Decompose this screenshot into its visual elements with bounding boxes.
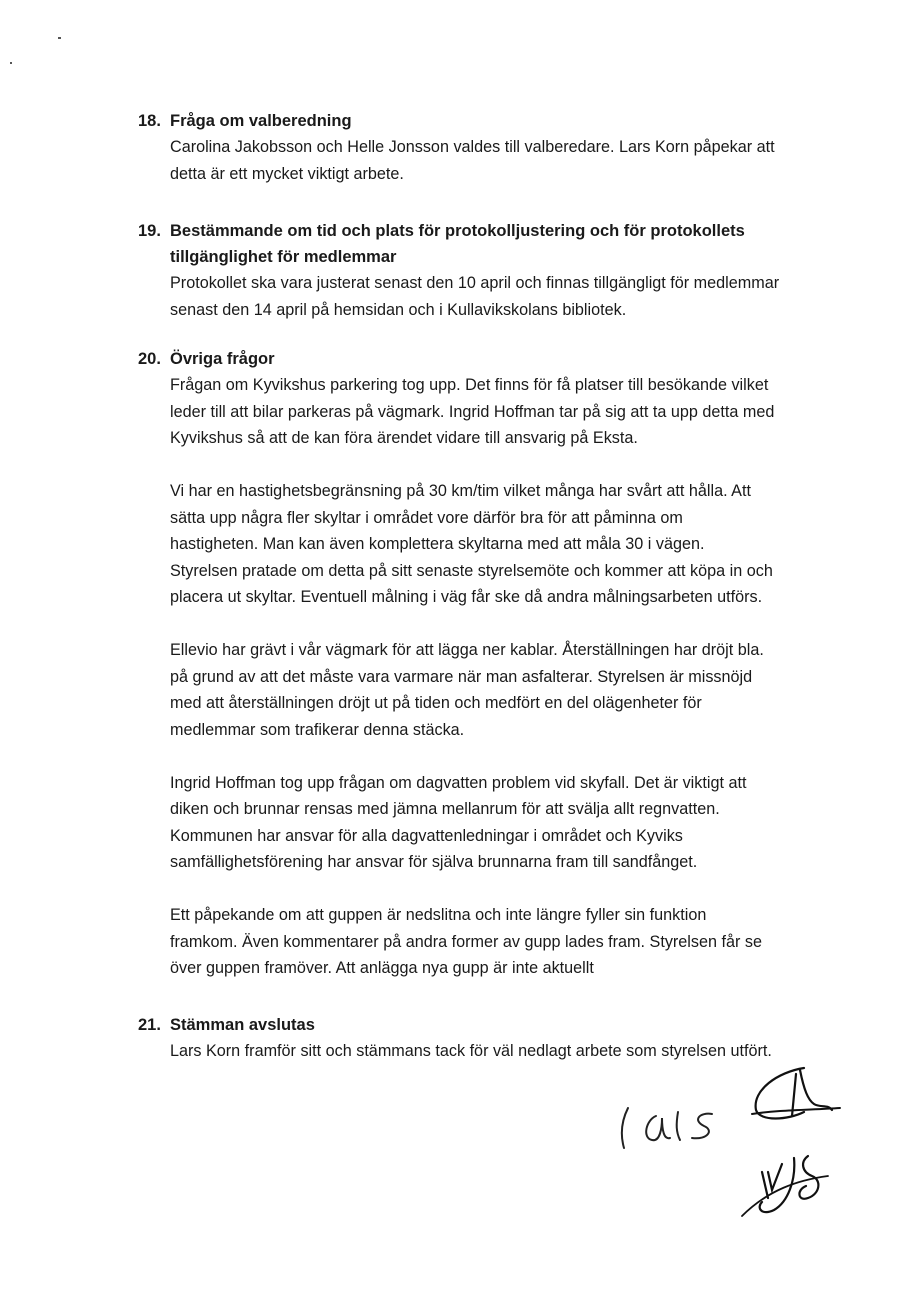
section-title-line: tillgänglighet för medlemmar	[170, 248, 397, 266]
section-title: Övriga frågor	[170, 350, 275, 368]
text-line: Ett påpekande om att guppen är nedslitna och inte längre fyller sin funktion	[170, 906, 707, 924]
section-title: Stämman avslutas	[170, 1016, 315, 1034]
text-line: framkom. Även kommentarer på andra former av gupp lades fram. Styrelsen får se	[170, 932, 762, 951]
section-number: 19.	[138, 222, 161, 240]
section-heading	[138, 1012, 838, 1038]
text-line: hastigheten. Man kan även komplettera skyltarna med att måla 30 i vägen.	[170, 535, 705, 553]
paragraph	[170, 902, 838, 982]
scan-speck	[10, 62, 12, 64]
signature-initials-2	[738, 1150, 834, 1226]
text-line: sätta upp några fler skyltar i området vore därför bra för att påminna om	[170, 508, 683, 527]
paragraph	[170, 134, 838, 187]
text-line: Frågan om Kyvikshus parkering tog upp. Det finns för få platser till besökande vilket	[170, 376, 769, 394]
section-title: Fråga om valberedning	[170, 112, 352, 130]
paragraph	[170, 270, 838, 323]
section-heading	[138, 218, 838, 270]
text-line: senast den 14 april på hemsidan och i Kullavikskolans bibliotek.	[170, 300, 627, 319]
signature-lars	[612, 1098, 722, 1158]
text-line: Kommunen har ansvar för alla dagvattenledningar i området och Kyviks	[170, 826, 683, 845]
section-heading	[138, 108, 838, 134]
signature-initials-1	[748, 1060, 844, 1130]
section-number: 21.	[138, 1016, 161, 1034]
text-line: medlemmar som trafikerar denna stäcka.	[170, 720, 465, 739]
paragraph	[170, 770, 838, 876]
text-line: placera ut skyltar. Eventuell målning i väg får ske då andra målningsarbeten utförs.	[170, 588, 763, 606]
section-18	[138, 108, 838, 187]
section-title	[170, 218, 838, 270]
paragraph	[170, 372, 838, 452]
section-number: 20.	[138, 350, 161, 368]
paragraph	[170, 478, 838, 611]
text-line: Carolina Jakobsson och Helle Jonsson valdes till valberedare. Lars Korn påpekar att	[170, 138, 775, 156]
text-line: samfällighetsförening har ansvar för själva brunnarna fram till sandfånget.	[170, 853, 698, 871]
section-number: 18.	[138, 112, 161, 130]
text-line: på grund av att det måste vara varmare när man asfalterar. Styrelsen är missnöjd	[170, 667, 753, 686]
text-line: diken och brunnar rensas med jämna mellanrum för att svälja allt regnvatten.	[170, 800, 720, 818]
section-body	[170, 1038, 838, 1065]
section-title-line: Bestämmande om tid och plats för protokolljustering och för protokollets	[170, 222, 745, 240]
text-line: Ingrid Hoffman tog upp frågan om dagvatten problem vid skyfall. Det är viktigt att	[170, 773, 747, 792]
section-body	[170, 134, 838, 187]
text-line: Ellevio har grävt i vår vägmark för att lägga ner kablar. Återställningen har dröjt bla.	[170, 641, 764, 659]
text-line: med att återställningen dröjt ut på tiden och medfört en del olägenheter för	[170, 694, 702, 712]
text-line: Protokollet ska vara justerat senast den 10 april och finnas tillgängligt för medlemmar	[170, 274, 780, 292]
text-line: Styrelsen pratade om detta på sitt senaste styrelsemöte och kommer att köpa in och	[170, 561, 773, 580]
text-line: Kyvikshus så att de kan föra ärendet vidare till ansvarig på Eksta.	[170, 429, 638, 447]
text-line: Lars Korn framför sitt och stämmans tack för väl nedlagt arbete som styrelsen utfört.	[170, 1042, 772, 1060]
section-body	[170, 372, 838, 982]
section-heading	[138, 346, 838, 372]
paragraph	[170, 1038, 838, 1065]
section-20	[138, 346, 838, 982]
text-line: över guppen framöver. Att anlägga nya gupp är inte aktuellt	[170, 959, 594, 977]
section-body	[170, 270, 838, 323]
section-19	[138, 218, 838, 323]
scan-speck	[58, 37, 61, 39]
section-21	[138, 1012, 838, 1065]
text-line: Vi har en hastighetsbegränsning på 30 km/tim vilket många har svårt att hålla. Att	[170, 482, 751, 500]
paragraph	[170, 637, 838, 743]
text-line: detta är ett mycket viktigt arbete.	[170, 164, 404, 183]
text-line: leder till att bilar parkeras på vägmark. Ingrid Hoffman tar på sig att ta upp detta med	[170, 402, 775, 421]
